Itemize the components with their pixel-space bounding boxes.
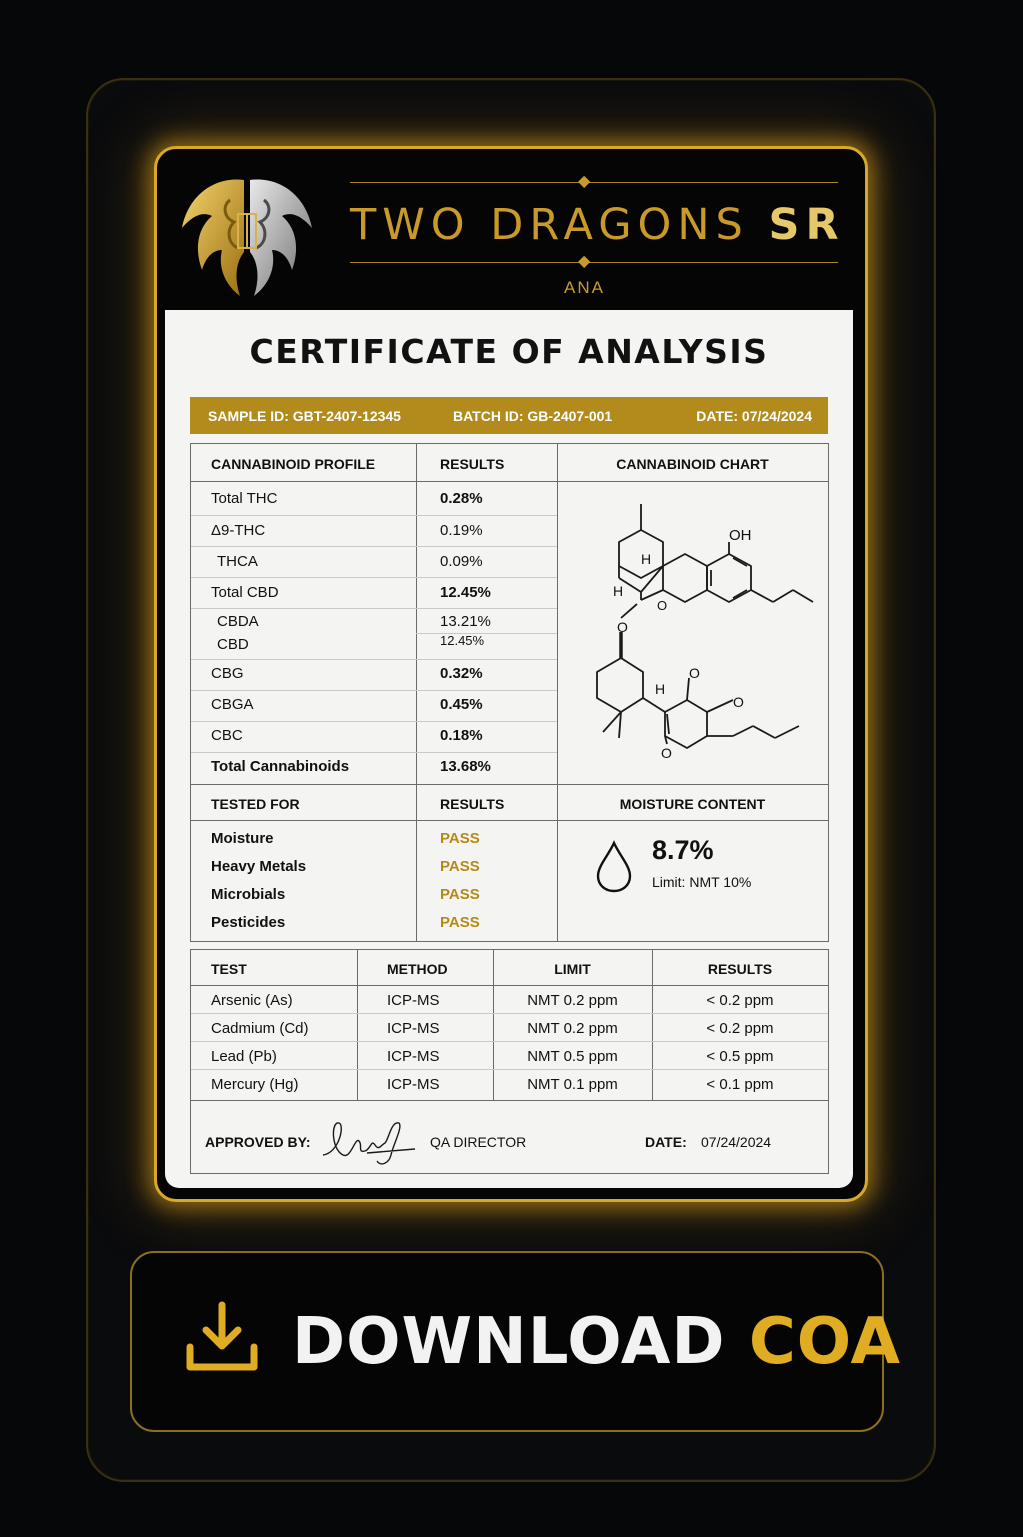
table-row-value: 12.45% bbox=[440, 633, 485, 648]
table-row-value: 12.45% bbox=[440, 584, 491, 601]
heavy-metals-table bbox=[190, 949, 829, 1101]
chart-label: O bbox=[661, 745, 672, 761]
approval-section bbox=[190, 1100, 829, 1174]
table-row-value: 0.45% bbox=[440, 696, 483, 713]
header-method: METHOD bbox=[387, 961, 448, 977]
table-row-value: 13.68% bbox=[440, 758, 491, 775]
table-row-label: Total THC bbox=[211, 490, 278, 507]
header-tested-for: TESTED FOR bbox=[211, 796, 300, 812]
status-badge: PASS bbox=[440, 914, 480, 931]
header-moisture-content: MOISTURE CONTENT bbox=[619, 796, 766, 812]
table-row-method: ICP-MS bbox=[387, 992, 440, 1009]
chart-label: O bbox=[733, 694, 744, 710]
table-row-method: ICP-MS bbox=[387, 1076, 440, 1093]
chart-label: O bbox=[617, 619, 628, 635]
test-name: Microbials bbox=[211, 886, 286, 903]
table-row-limit: NMT 0.2 ppm bbox=[527, 992, 618, 1009]
table-row-method: ICP-MS bbox=[387, 1020, 440, 1037]
table-row-test: Cadmium (Cd) bbox=[211, 1020, 309, 1037]
table-row-label: CBDA bbox=[217, 613, 259, 630]
batch-id: BATCH ID: GB-2407-001 bbox=[453, 408, 613, 424]
brand-subtitle: ANA bbox=[564, 278, 605, 297]
status-badge: PASS bbox=[440, 830, 480, 847]
signature bbox=[319, 1115, 423, 1171]
table-row-value: 0.09% bbox=[440, 553, 483, 570]
table-row-limit: NMT 0.2 ppm bbox=[527, 1020, 618, 1037]
download-label: DOWNLOAD COA bbox=[292, 1305, 901, 1379]
table-row-result: < 0.2 ppm bbox=[706, 1020, 774, 1037]
table-row-result: < 0.1 ppm bbox=[706, 1076, 774, 1093]
table-row-label: CBGA bbox=[211, 696, 254, 713]
table-row-value: 0.19% bbox=[440, 522, 483, 539]
water-drop-icon bbox=[594, 840, 634, 894]
approver-role: QA DIRECTOR bbox=[430, 1134, 527, 1150]
approved-by-label: APPROVED BY: bbox=[205, 1134, 311, 1150]
chart-label: O bbox=[689, 665, 700, 681]
table-row-test: Arsenic (As) bbox=[211, 992, 293, 1009]
table-row-label: Δ9-THC bbox=[211, 522, 266, 539]
table-row-value: 0.18% bbox=[440, 727, 483, 744]
table-row-test: Mercury (Hg) bbox=[211, 1076, 299, 1093]
table-row-value: 0.32% bbox=[440, 665, 483, 682]
approval-date: 07/24/2024 bbox=[701, 1134, 772, 1150]
certificate-sheet bbox=[165, 310, 853, 1188]
test-name: Moisture bbox=[211, 830, 274, 847]
cannabinoid-structure-diagram bbox=[557, 482, 827, 782]
page-title: CERTIFICATE OF ANALYSIS bbox=[249, 332, 769, 371]
chart-label: H bbox=[613, 583, 624, 599]
table-row-result: < 0.2 ppm bbox=[706, 992, 774, 1009]
test-name: Pesticides bbox=[211, 914, 286, 931]
tested-for-table bbox=[190, 784, 829, 942]
sample-meta-bar bbox=[190, 397, 828, 434]
table-row-label: CBD bbox=[217, 636, 249, 653]
header-results: RESULTS bbox=[440, 456, 505, 472]
header-cannabinoid-profile: CANNABINOID PROFILE bbox=[211, 456, 376, 472]
dragons-logo bbox=[174, 166, 320, 302]
download-icon bbox=[184, 1299, 260, 1375]
table-row-limit: NMT 0.5 ppm bbox=[527, 1048, 618, 1065]
certificate-date: DATE: 07/24/2024 bbox=[696, 408, 812, 424]
table-row-value: 13.21% bbox=[440, 613, 491, 630]
status-badge: PASS bbox=[440, 858, 480, 875]
table-row-label: THCA bbox=[217, 553, 258, 570]
header-cannabinoid-chart: CANNABINOID CHART bbox=[616, 456, 769, 472]
table-row-label: CBG bbox=[211, 665, 244, 682]
moisture-value: 8.7% bbox=[652, 835, 714, 865]
test-name: Heavy Metals bbox=[211, 858, 307, 875]
header-test: TEST bbox=[211, 961, 247, 977]
brand-bottom-rule bbox=[350, 262, 838, 263]
moisture-limit: Limit: NMT 10% bbox=[652, 874, 752, 890]
sample-id: SAMPLE ID: GBT-2407-12345 bbox=[208, 408, 401, 424]
brand-name: TWO DRAGONS SR bbox=[350, 200, 845, 250]
table-row-result: < 0.5 ppm bbox=[706, 1048, 774, 1065]
header-results: RESULTS bbox=[440, 796, 505, 812]
status-badge: PASS bbox=[440, 886, 480, 903]
table-row-value: 0.28% bbox=[440, 490, 483, 507]
chart-label: H bbox=[641, 551, 652, 567]
table-row-limit: NMT 0.1 ppm bbox=[527, 1076, 618, 1093]
table-row-label: Total CBD bbox=[211, 584, 279, 601]
approval-date-label: DATE: bbox=[645, 1134, 687, 1150]
chart-label: OH bbox=[729, 527, 752, 544]
chart-label: H bbox=[655, 681, 666, 697]
table-row-label: CBC bbox=[211, 727, 243, 744]
diamond-ornament-icon: ◆ bbox=[578, 173, 591, 190]
brand-top-rule bbox=[350, 182, 838, 183]
download-coa-button[interactable] bbox=[130, 1251, 901, 1432]
table-row-method: ICP-MS bbox=[387, 1048, 440, 1065]
brand-header bbox=[164, 160, 854, 310]
header-results: RESULTS bbox=[707, 961, 773, 977]
cannabinoid-table bbox=[190, 443, 829, 785]
table-row-test: Lead (Pb) bbox=[211, 1048, 277, 1065]
header-limit: LIMIT bbox=[554, 961, 591, 977]
chart-label: O bbox=[657, 598, 668, 613]
diamond-ornament-icon: ◆ bbox=[578, 253, 591, 270]
table-row-label: Total Cannabinoids bbox=[211, 758, 350, 775]
